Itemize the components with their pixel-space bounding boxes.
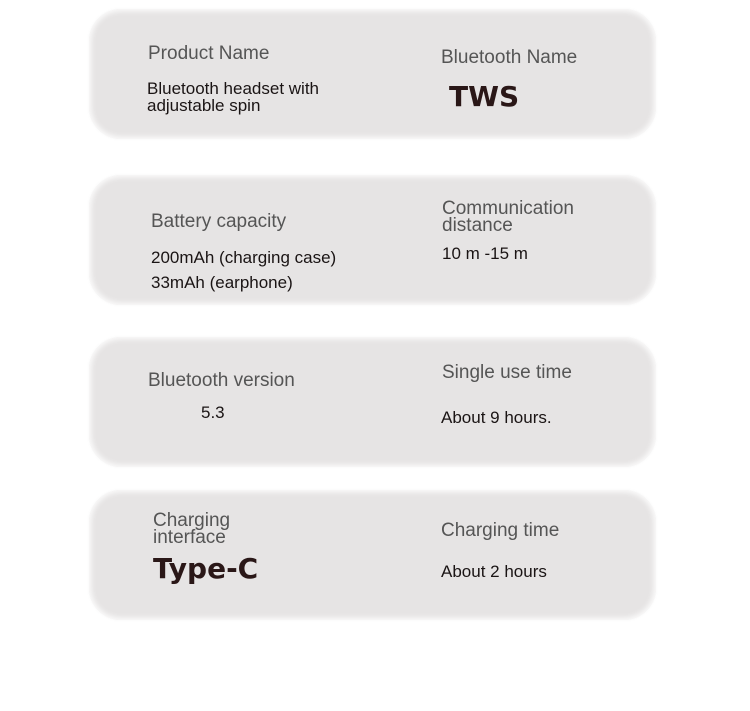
bluetooth-version-label: Bluetooth version bbox=[148, 370, 295, 391]
communication-distance-label: Communication distance bbox=[442, 198, 574, 236]
charging-time-label: Charging time bbox=[441, 520, 560, 541]
spec-card-bluetooth bbox=[89, 337, 656, 467]
battery-capacity-label: Battery capacity bbox=[151, 211, 287, 232]
product-name-label: Product Name bbox=[148, 43, 270, 64]
charging-time-value: About 2 hours bbox=[441, 562, 547, 581]
single-use-time-value: About 9 hours. bbox=[441, 408, 552, 427]
product-name-value: Bluetooth headset with adjustable spin bbox=[147, 79, 320, 115]
spec-card-product bbox=[89, 9, 656, 139]
charging-interface-label: Charging interface bbox=[153, 510, 231, 548]
battery-capacity-value: 200mAh (charging case) 33mAh (earphone) bbox=[151, 248, 337, 292]
single-use-time-label: Single use time bbox=[442, 362, 572, 383]
spec-card-battery bbox=[89, 175, 656, 305]
bluetooth-version-value: 5.3 bbox=[201, 403, 225, 422]
bluetooth-name-label: Bluetooth Name bbox=[441, 47, 578, 68]
communication-distance-value: 10 m -15 m bbox=[442, 244, 528, 263]
bluetooth-name-value: TWS bbox=[449, 80, 520, 113]
charging-interface-value: Type-C bbox=[153, 552, 259, 585]
spec-card-charging bbox=[89, 490, 656, 620]
